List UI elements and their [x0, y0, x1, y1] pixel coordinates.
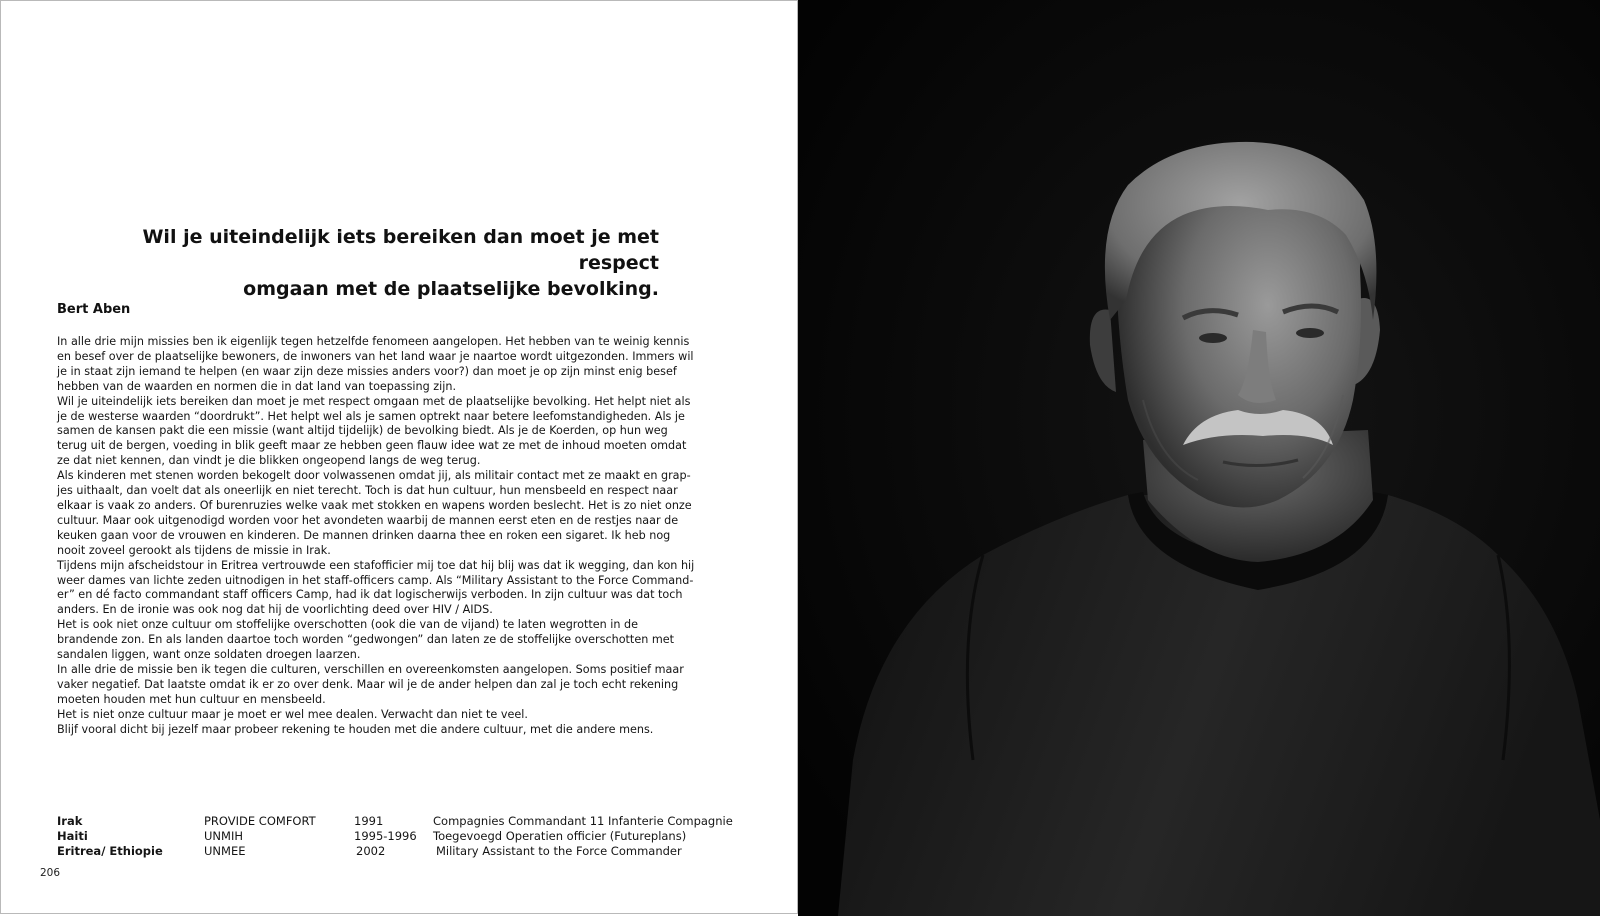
mission-year: 1995-1996 [354, 829, 417, 843]
pull-quote [81, 224, 659, 302]
mission-role: Compagnies Commandant 11 Infanterie Compagnie [433, 814, 733, 828]
paragraph: Blijf vooral dicht bij jezelf maar probeer rekening te houden met die andere cultuur, met die andere mens. [57, 722, 654, 736]
missions-table [57, 814, 757, 859]
mission-row [57, 814, 757, 829]
paragraph: Tijdens mijn afscheidstour in Eritrea vertrouwde een stafofficier mij toe dat hij blij was dat ik wegging, dan kon hij weer dames van lichte zeden uitnodigen in het staff-officers camp. Als “Military Assistant to the Force Commander” en dé facto commandant staff officers Camp, had ik dat logischerwijs verboden. In zijn cultuur was dat toch anders. En de ironie was ook nog dat hij de voorlichting deed over HIV / AIDS. [57, 558, 695, 617]
paragraph: Het is niet onze cultuur maar je moet er wel mee dealen. Verwacht dan niet te veel. [57, 707, 528, 721]
mission-operation: PROVIDE COMFORT [204, 814, 316, 828]
mission-country: Irak [57, 814, 83, 828]
paragraph: Als kinderen met stenen worden bekogelt door volwassenen omdat jij, als militair contact met ze maakt en grapjes uithaalt, dan voelt dat als oneerlijk en niet terecht. Toch is dat hun cultuur, hun mensbeeld en respect naar elkaar is vaak zo anders. Of burenruzies welke vaak met stokken en wapens worden beslecht. Het is zo niet onze cultuur. Maar ook uitgenodigd worden voor het avondeten waarbij de mannen eerst eten en de restjes naar de keuken gaan voor de vrouwen en kinderen. De mannen drinken daarna thee en roken een sigaret. Ik heb nog nooit zoveel gerookt als tijdens de missie in Irak. [57, 469, 692, 557]
mission-role: Toegevoegd Operatien officier (Futureplans) [433, 829, 687, 843]
body-text [57, 335, 697, 737]
author-name: Bert Aben [57, 302, 131, 317]
paragraph: In alle drie de missie ben ik tegen die culturen, verschillen en overeenkomsten aangelopen. Soms positief maar vaker negatief. Dat laatste omdat ik er zo over denk. Maar wil je de ander helpen dan zal je toch echt rekening moeten houden met hun cultuur en mensbeeld. [57, 662, 684, 706]
mission-row [57, 829, 757, 844]
right-page [798, 0, 1600, 916]
mission-role: Military Assistant to the Force Commander [436, 844, 682, 858]
pull-quote-line-1: Wil je uiteindelijk iets bereiken dan moet je met respect [142, 226, 659, 274]
mission-year: 1991 [354, 814, 384, 828]
pull-quote-line-2: omgaan met de plaatselijke bevolking. [243, 278, 659, 300]
left-page [0, 0, 798, 914]
mission-country: Eritrea/ Ethiopie [57, 844, 163, 858]
mission-row [57, 844, 757, 859]
paragraph: Het is ook niet onze cultuur om stoffelijke overschotten (ook die van de vijand) te laten wegrotten in de brandende zon. En als landen daartoe toch worden “gedwongen” dan laten ze de stoffelijke overschotten met sandalen liggen, want onze soldaten droegen laarzen. [57, 618, 675, 662]
mission-year: 2002 [356, 844, 386, 858]
eye-right [1296, 328, 1324, 338]
eye-left [1199, 333, 1227, 343]
mission-operation: UNMEE [204, 844, 246, 858]
paragraph: Wil je uiteindelijk iets bereiken dan moet je met respect omgaan met de plaatselijke bevolking. Het helpt niet als je de westerse waarden “doordrukt”. Het helpt wel als je samen optrekt naar betere leefomstandigheden. Als je samen de kansen pakt die een missie (want altijd tijdelijk) de bevolking biedt. Als je de Koerden, op hun weg terug uit de bergen, voeding in blik geeft maar ze hebben geen flauw idee wat ze met de inhoud moeten omdat ze dat niet kennen, dan vindt je die blikken ongeopend langs de weg terug. [57, 394, 691, 468]
page-number: 206 [40, 867, 61, 879]
mission-operation: UNMIH [204, 829, 243, 843]
mission-country: Haiti [57, 829, 88, 843]
paragraph: In alle drie mijn missies ben ik eigenlijk tegen hetzelfde fenomeen aangelopen. Het hebben van te weinig kennis en besef over de plaatselijke bewoners, de inwoners van het land waar je naartoe wordt uitgezonden. Immers wil je in staat zijn iemand te helpen (en waar zijn deze missies anders voor?) dan moet je op zijn minst enig besef hebben van de waarden en normen die in dat land van toepassing zijn. [57, 335, 694, 393]
portrait-photo [798, 0, 1600, 916]
